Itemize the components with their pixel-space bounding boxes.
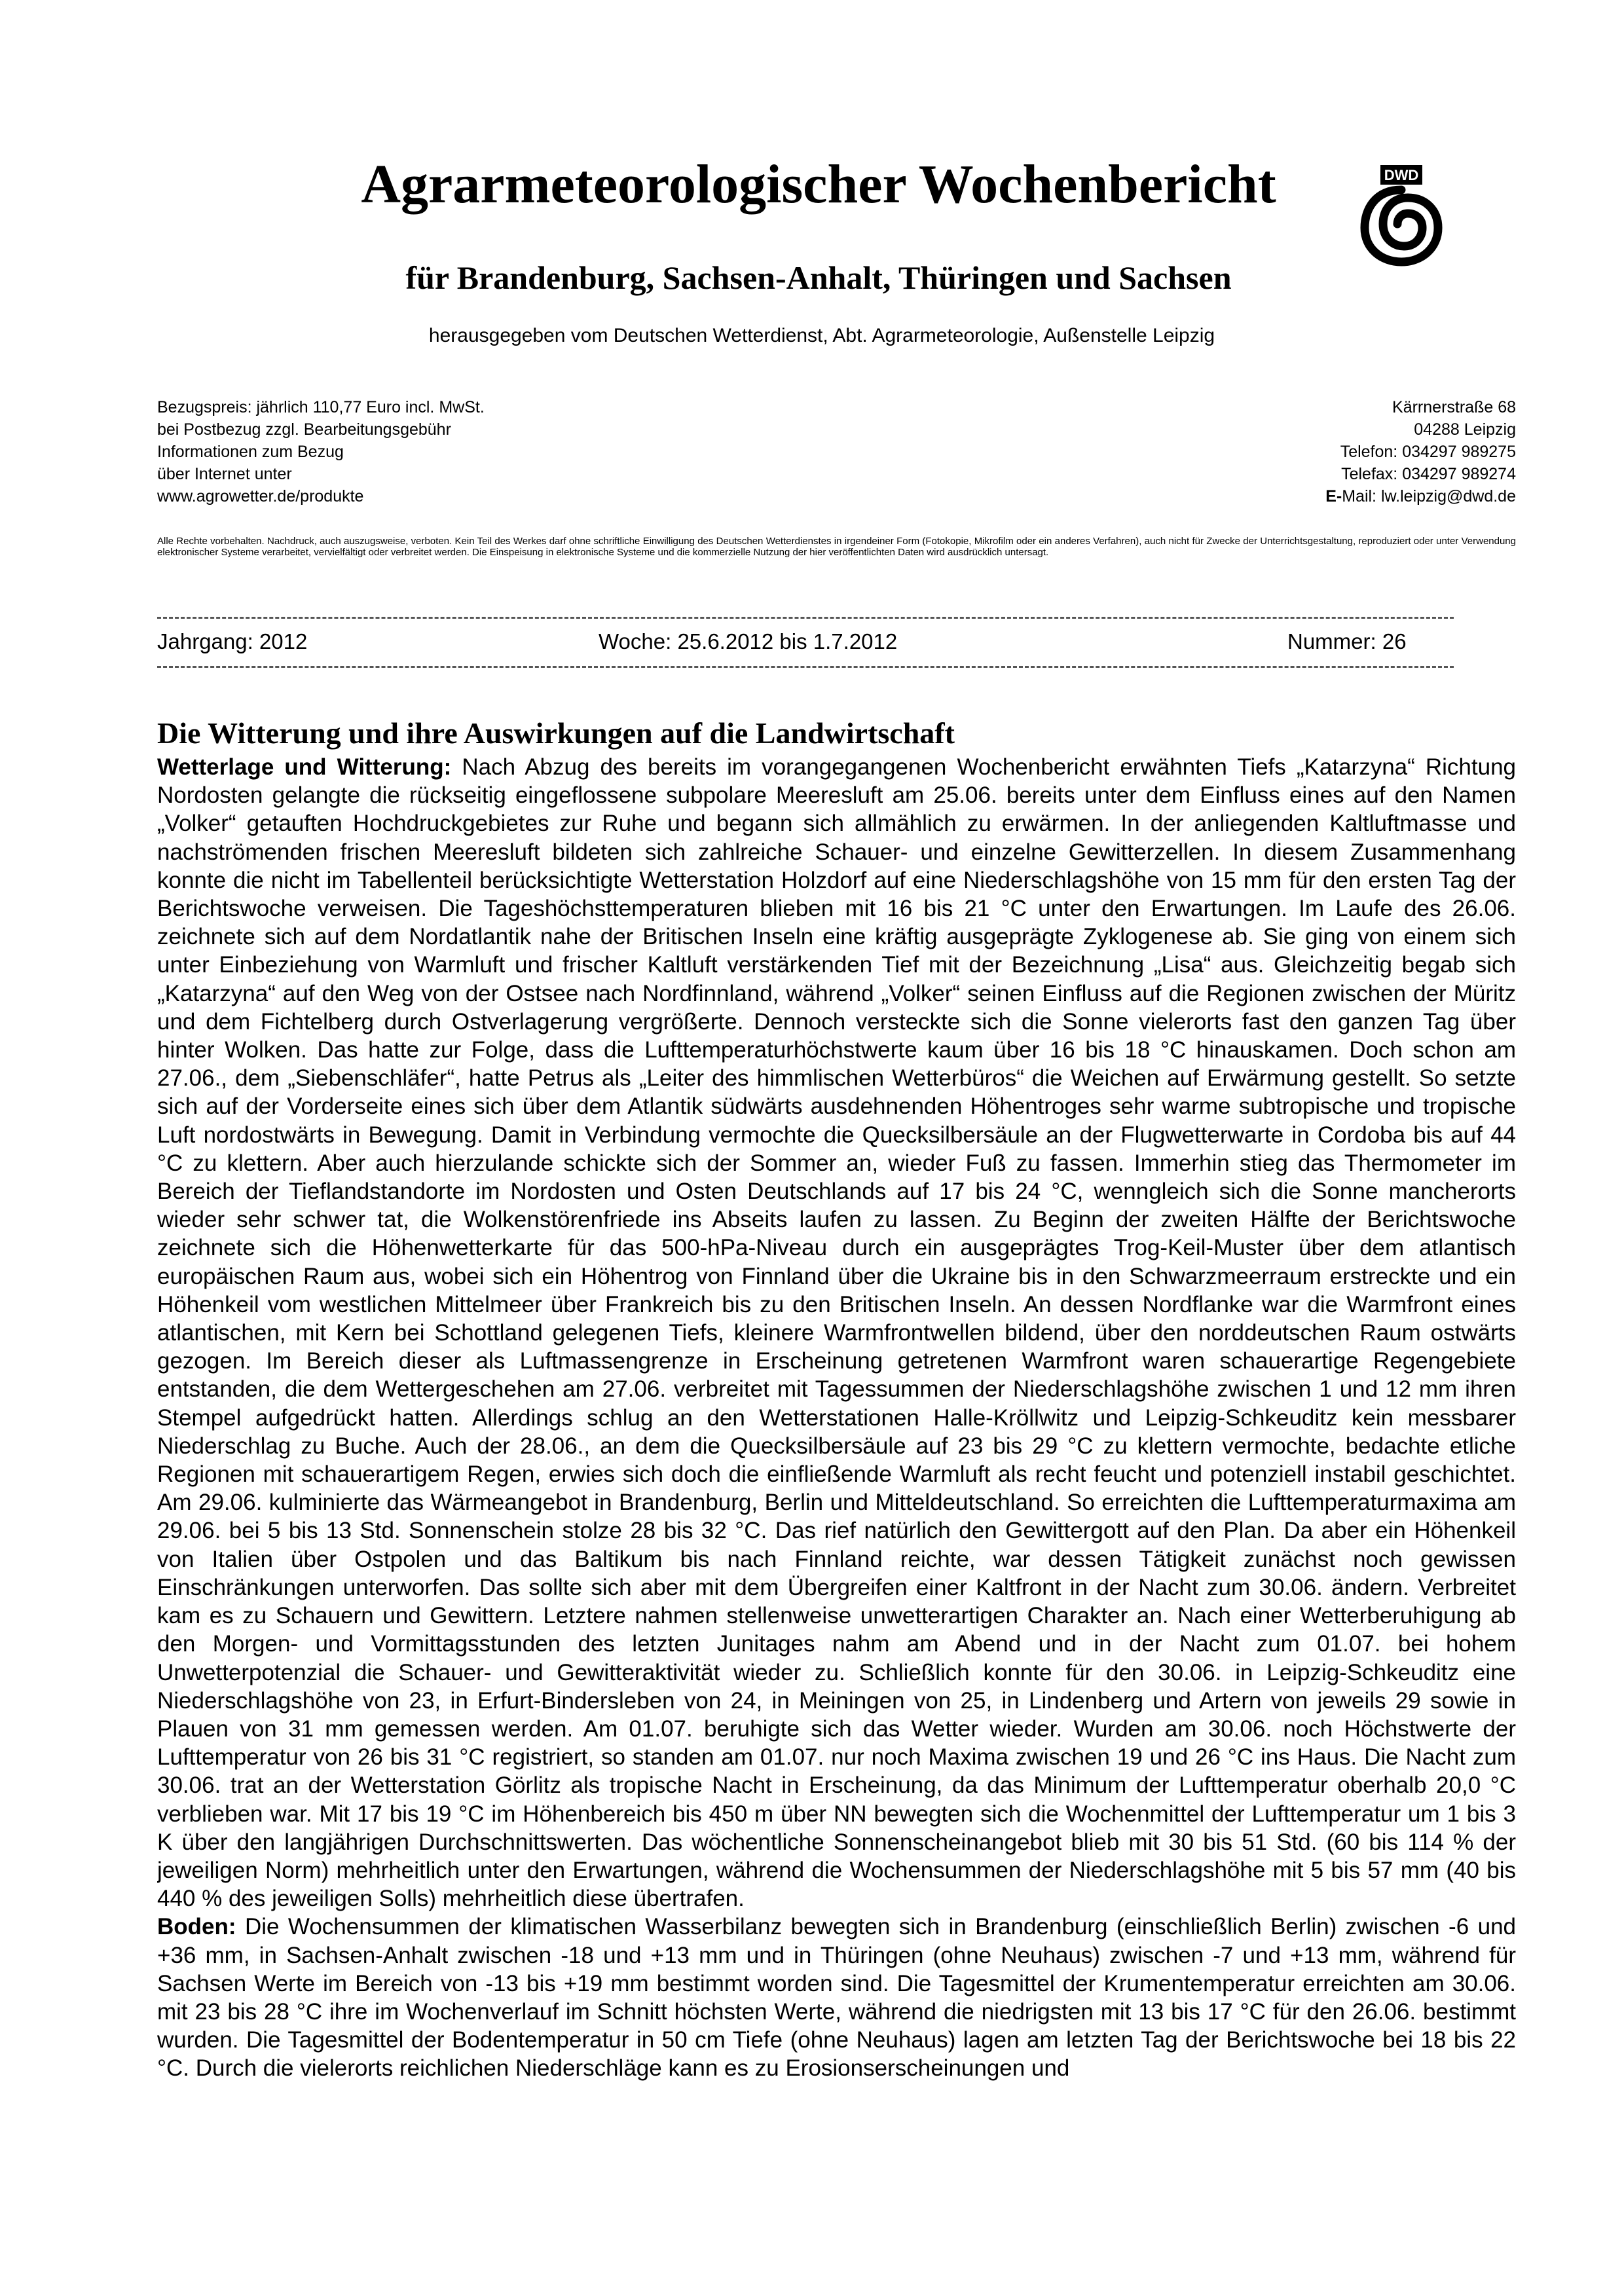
soil-label: Boden: [157, 1914, 236, 1940]
subscription-line: Bezugspreis: jährlich 110,77 Euro incl. MwSt. [157, 398, 485, 416]
report-title: Agrarmeteorologischer Wochenbericht [361, 154, 1276, 215]
weather-text: Nach Abzug des bereits im vorangegangenen Wochenbericht erwähnten Tiefs „Katarzyna“ Richtung Nordosten gelangte die rückseitig eingeflossene subpolare Meeresluft am 25.06. bereits unter dem Einfluss eines auf den Namen „Volker“ getauften Hochdruckgebietes zur Ruhe und begann sich allmählich zu erwärmen. In der anliegenden Kaltluftmasse und nachströmenden frischen Meeresluft bildeten sich zahlreiche Schauer- und einzelne Gewitterzellen. In diesem Zusammenhang konnte die nicht im Tabellenteil berücksichtigte Wetterstation Holzdorf auf eine Niederschlagshöhe von 15 mm für den ersten Tag der Berichtswoche verweisen. Die Tageshöchsttemperaturen blieben mit 16 bis 21 °C unter den Erwartungen. Im Laufe des 26.06. zeichnete sich auf dem Nordatlantik nahe der Britischen Inseln eine kräftig ausgeprägte Zyklogenese ab. Sie ging von einem sich unter Einbeziehung von Warmluft und frischer Kaltluft verstärkenden Tief mit der Bezeichnung „Lisa“ aus. Gleichzeitig begab sich „Katarzyna“ auf den Weg von der Ostsee nach Nordfinnland, während „Volker“ seinen Einfluss auf die Regionen zwischen der Müritz und dem Fichtelberg durch Ostverlagerung vergrößerte. Dennoch versteckte sich die Sonne vielerorts fast den ganzen Tag über hinter Wolken. Das hatte zur Folge, dass die Lufttemperaturhöchstwerte kaum über 16 bis 18 °C hinauskamen. Doch schon am 27.06., dem „Siebenschläfer“, hatte Petrus als „Leiter des himmlischen Wetterbüros“ die Weichen auf Erwärmung gestellt. So setzte sich auf der Vorderseite eines sich über dem Atlantik südwärts ausdehnenden Höhentroges sehr warme subtropische und tropische Luft nordostwärts in Bewegung. Damit in Verbindung vermochte die Quecksilbersäule an der Flugwetterwarte in Cordoba bis auf 44 °C zu klettern. Aber auch hierzulande schickte sich der Sommer an, wieder Fuß zu fassen. Immerhin stieg das Thermometer im Bereich der Tieflandstandorte im Nordosten und Osten Deutschlands auf 17 bis 24 °C, wenngleich sich die Sonne mancherorts wieder sehr schwer tat, die Wolkenstörenfriede ins Abseits laufen zu lassen. Zu Beginn der zweiten Hälfte der Berichtswoche zeichnete sich die Höhenwetterkarte für das 500-hPa-Niveau durch ein ausgeprägtes Trog-Keil-Muster über dem atlantisch europäischen Raum aus, wobei sich ein Höhentrog von Finnland über die Ukraine bis in den Schwarzmeerraum erstreckte und ein Höhenkeil vom westlichen Mittelmeer über Frankreich bis zu den Britischen Inseln. An dessen Nordflanke war die Warmfront eines atlantischen, mit Kern bei Schottland gelegenen Tiefs, kleinere Warmfrontwellen bildend, über den norddeutschen Raum ostwärts gezogen. Im Bereich dieser als Luftmassengrenze in Erscheinung getretenen Warmfront waren schauerartige Regengebiete entstanden, die dem Wettergeschehen am 27.06. verbreitet mit Tagessummen der Niederschlagshöhe zwischen 1 und 12 mm ihren Stempel aufgedrückt hatten. Allerdings schlug an den Wetterstationen Halle-Kröllwitz und Leipzig-Schkeuditz kein messbarer Niederschlag zu Buche. Auch der 28.06., an dem die Quecksilbersäule auf 23 bis 29 °C zu klettern vermochte, bedachte etliche Regionen mit schauerartigem Regen, erwies sich doch die einfließende Warmluft als recht feucht und potenziell instabil geschichtet. Am 29.06. kulminierte das Wärmeangebot in Brandenburg, Berlin und Mitteldeutschland. So erreichten die Lufttemperaturmaxima am 29.06. bei 5 bis 13 Std. Sonnenschein stolze 28 bis 32 °C. Das rief natürlich den Gewittergott auf den Plan. Da aber ein Höhenkeil von Italien über Ostpolen und das Baltikum bis nach Finnland reichte, war dessen Tätigkeit zunächst noch gewissen Einschränkungen unterworfen. Das sollte sich aber mit dem Übergreifen einer Kaltfront in der Nacht zum 30.06. ändern. Verbreitet kam es zu Schauern und Gewittern. Letztere nahmen stellenweise unwetterartigen Charakter an. Nach einer Wetterberuhigung ab den Morgen- und Vormittagsstunden des letzten Junitages nahm am Abend und in der Nacht zum 01.07. bei hohem Unwetterpotenzial die Schauer- und Gewitteraktivität wieder zu. Schließlich konnte für den 30.06. in Leipzig-Schkeuditz eine Niederschlagshöhe von 23, in Erfurt-Bindersleben von 24, in Meiningen von 25, in Lindenberg und Artern von jeweils 29 sowie in Plauen von 31 mm gemessen werden. Am 01.07. beruhigte sich das Wetter wieder. Wurden am 30.06. noch Höchstwerte der Lufttemperatur von 26 bis 31 °C registriert, so standen am 01.07. nur noch Maxima zwischen 19 und 26 °C ins Haus. Die Nacht zum 30.06. trat an der Wetterstation Görlitz als tropische Nacht in Erscheinung, da das Minimum der Lufttemperatur oberhalb 20,0 °C verblieben war. Mit 17 bis 19 °C im Höhenbereich bis 450 m über NN bewegten sich die Wochenmittel der Lufttemperatur um 1 bis 3 K über den langjährigen Durchschnittswerten. Das wöchentliche Sonnenscheinangebot blieb mit 30 bis 51 Std. (60 bis 114 % der jeweiligen Norm) mehrheitlich unter den Erwartungen, während die Wochensummen der Niederschlagshöhe mit 5 bis 57 mm (40 bis 440 % des jeweiligen Solls) mehrheitlich diese übertrafen. [157, 754, 1516, 1912]
issue-week: Woche: 25.6.2012 bis 1.7.2012 [599, 629, 898, 653]
address-city: 04288 Leipzig [1414, 420, 1516, 439]
report-body [157, 753, 1516, 2239]
subscription-line: über Internet unter [157, 465, 292, 483]
rights-notice: Alle Rechte vorbehalten. Nachdruck, auch auszugsweise, verboten. Kein Teil des Werkes darf ohne schriftliche Einwilligung des Deutschen Wetterdienstes in irgendeiner Form (Fotokopie, Mikrofilm oder ein anderes Verfahren), auch nicht für Zwecke der Unterrichtsgestaltung, reproduziert oder unter Verwendung elektronischer Systeme verarbeitet, vervielfältigt oder verbreitet werden. Die Einspeisung in elektronische Systeme und die kommerzielle Nutzung der hier veröffentlichten Daten wird ausdrücklich untersagt. [157, 536, 1516, 558]
issue-volume: Jahrgang: 2012 [157, 629, 308, 653]
soil-paragraph [157, 1913, 1516, 2082]
subscription-line: bei Postbezug zzgl. Bearbeitungsgebühr [157, 420, 451, 439]
section-heading: Die Witterung und ihre Auswirkungen auf die Landwirtschaft [157, 716, 955, 750]
weather-label: Wetterlage und Witterung: [157, 754, 452, 780]
soil-text: Die Wochensummen der klimatischen Wasserbilanz bewegten sich in Brandenburg (einschließlich Berlin) zwischen -6 und +36 mm, in Sachsen-Anhalt zwischen -18 und +13 mm und in Thüringen (ohne Neuhaus) zwischen -7 und +13 mm, während für Sachsen Werte im Bereich von -13 bis +19 mm bestimmt worden sind. Die Tagesmittel der Krumentemperatur erreichten am 30.06. mit 23 bis 28 °C ihre im Wochenverlauf im Schnitt höchsten Werte, während die niedrigsten mit 13 bis 17 °C für den 26.06. bestimmt wurden. Die Tagesmittel der Bodentemperatur in 50 cm Tiefe (ohne Neuhaus) lagen am letzten Tag der Berichtswoche bei 18 bis 22 °C. Durch die vielerorts reichlichen Niederschläge kann es zu Erosionserscheinungen und [157, 1914, 1516, 2082]
email-value: Mail: lw.leipzig@dwd.de [1342, 487, 1516, 505]
subscription-info [157, 396, 747, 507]
publisher-line: herausgegeben vom Deutschen Wetterdienst, Abt. Agrarmeteorologie, Außenstelle Leipzig [428, 325, 1215, 346]
subscription-line: Informationen zum Bezug [157, 443, 344, 461]
report-subtitle: für Brandenburg, Sachsen-Anhalt, Thüringen und Sachsen [405, 259, 1232, 296]
address-phone: Telefon: 034297 989275 [1340, 443, 1516, 461]
divider-bottom [157, 666, 1454, 668]
issue-meta [157, 627, 1454, 657]
address-street: Kärrnerstraße 68 [1392, 398, 1516, 416]
issue-number: Nummer: 26 [1287, 629, 1407, 653]
email-prefix: E- [1325, 487, 1342, 505]
subscription-url[interactable]: www.agrowetter.de/produkte [157, 487, 364, 505]
address-block [1074, 396, 1516, 507]
dwd-logo [1356, 164, 1447, 268]
svg-text:DWD: DWD [1384, 167, 1419, 183]
weather-paragraph [157, 753, 1516, 1913]
address-email[interactable] [1074, 485, 1516, 507]
address-fax: Telefax: 034297 989274 [1341, 465, 1516, 483]
divider-top [157, 617, 1454, 619]
